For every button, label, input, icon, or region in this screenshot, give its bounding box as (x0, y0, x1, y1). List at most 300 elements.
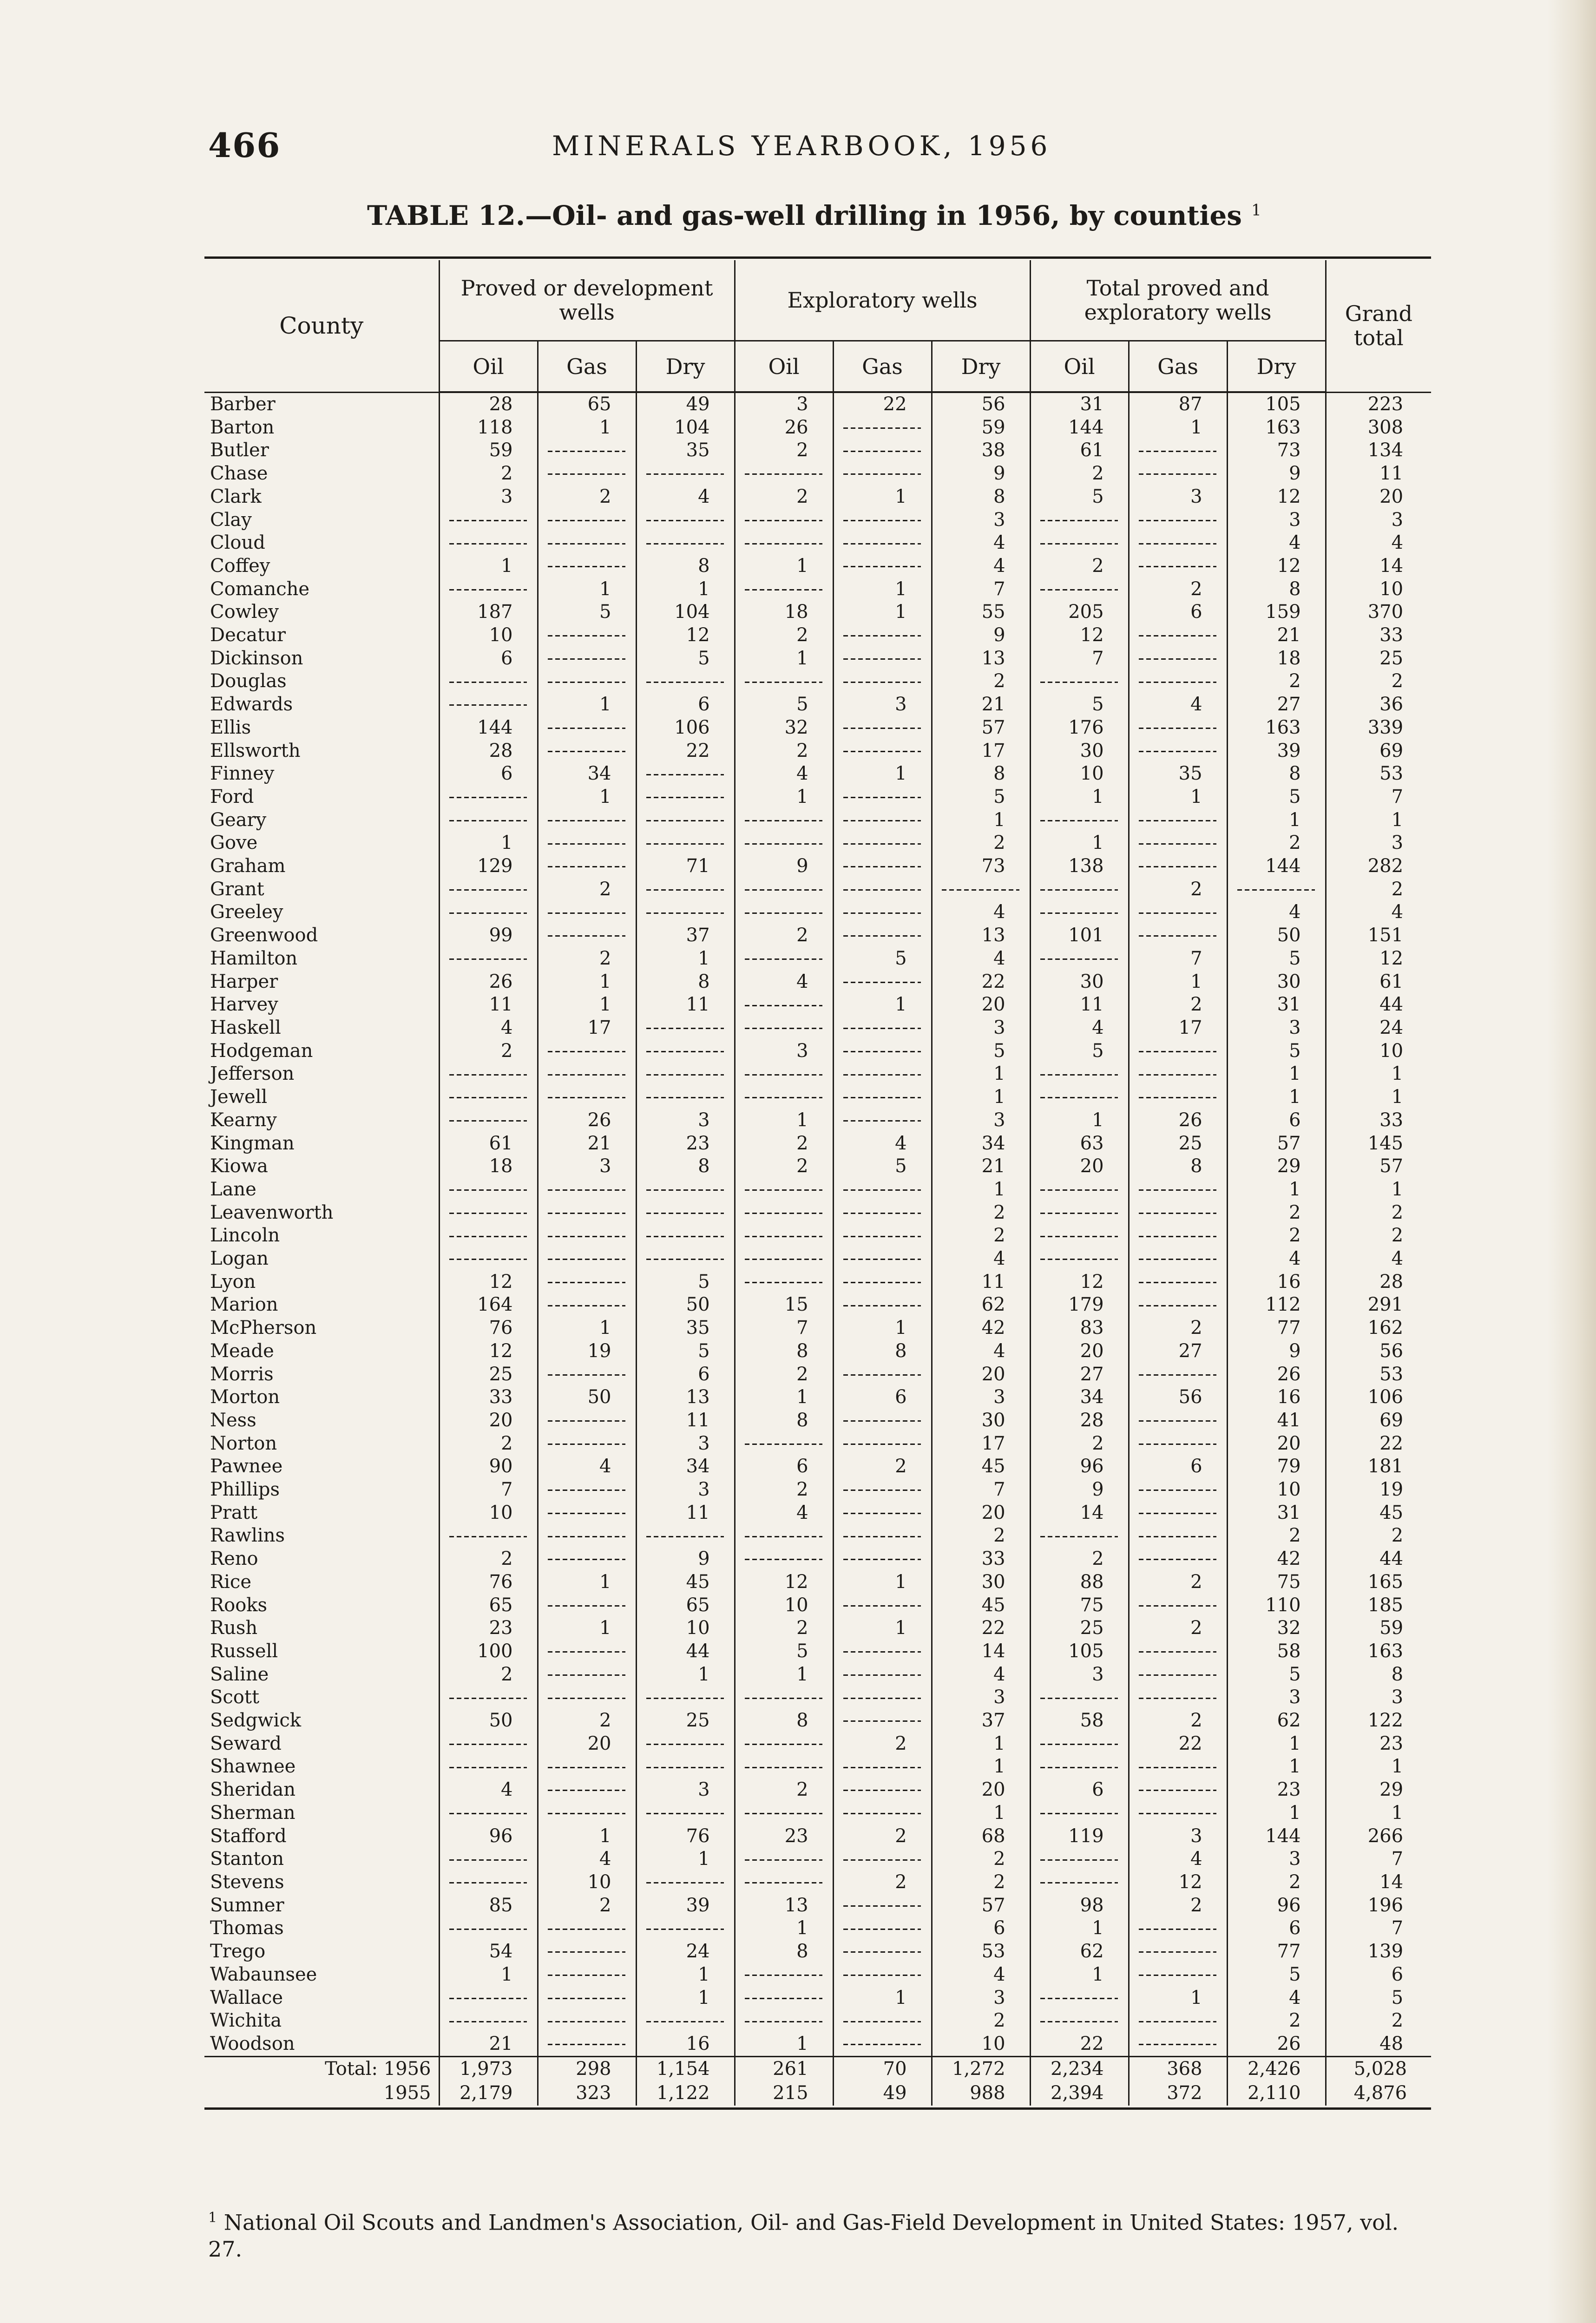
value-cell: 2 (439, 1432, 538, 1456)
county-name: Lane (210, 1178, 256, 1200)
value-cell: 4 (636, 486, 735, 509)
value-cell: 5 (636, 647, 735, 670)
table-row (204, 670, 1431, 693)
value-cell: 5 (932, 786, 1030, 809)
value-cell: 138 (1030, 855, 1129, 878)
value-cell: 26 (735, 416, 833, 440)
value-cell: 30 (1030, 971, 1129, 994)
table-row (204, 1432, 1431, 1456)
grand-total-cell: 1 (1326, 1086, 1431, 1109)
total-value: 261 (735, 2056, 833, 2081)
county-cell (204, 1524, 439, 1548)
county-name: Kiowa (210, 1155, 268, 1177)
grand-total-cell: 3 (1326, 1686, 1431, 1709)
county-name: Jewell (210, 1086, 268, 1108)
grand-total-cell: 3 (1326, 509, 1431, 532)
value-cell: 4 (1227, 1247, 1326, 1271)
value-cell: 5 (636, 1271, 735, 1294)
table-row (204, 1201, 1431, 1225)
grand-total-cell: 145 (1326, 1132, 1431, 1155)
value-cell (833, 1940, 932, 1963)
value-cell (833, 971, 932, 994)
value-cell: 90 (439, 1455, 538, 1478)
value-cell: 2 (735, 1478, 833, 1502)
grand-total-cell: 53 (1326, 1363, 1431, 1386)
table-row (204, 1732, 1431, 1756)
value-cell (1129, 509, 1227, 532)
value-cell: 55 (932, 601, 1030, 624)
value-cell: 5 (1227, 1040, 1326, 1063)
value-cell (1030, 947, 1129, 971)
value-cell: 163 (1227, 716, 1326, 740)
value-cell: 20 (932, 1502, 1030, 1525)
grand-total-cell: 4 (1326, 532, 1431, 555)
value-cell: 5 (735, 1640, 833, 1663)
value-cell (439, 509, 538, 532)
grand-total-cell: 22 (1326, 1432, 1431, 1456)
value-cell: 5 (1227, 1663, 1326, 1686)
value-cell: 96 (1227, 1894, 1326, 1917)
value-cell (1129, 1247, 1227, 1271)
county-cell (204, 1894, 439, 1917)
value-cell: 5 (1030, 1040, 1129, 1063)
value-cell (833, 1432, 932, 1456)
value-cell (1129, 1224, 1227, 1247)
value-cell (538, 1293, 636, 1317)
value-cell (439, 809, 538, 832)
value-cell: 14 (932, 1640, 1030, 1663)
total-value: 1,272 (932, 2056, 1030, 2081)
total-value: 49 (833, 2081, 932, 2106)
county-cell (204, 1686, 439, 1709)
value-cell: 22 (1129, 1732, 1227, 1756)
value-cell: 2 (1129, 993, 1227, 1017)
value-cell: 1 (538, 1617, 636, 1640)
table-row (204, 1247, 1431, 1271)
county-name: Pawnee (210, 1456, 283, 1477)
county-cell (204, 971, 439, 994)
county-cell (204, 2009, 439, 2033)
grand-total-cell: 44 (1326, 1548, 1431, 1571)
value-cell: 1 (735, 1109, 833, 1132)
grand-total-cell: 339 (1326, 716, 1431, 740)
county-cell (204, 462, 439, 486)
table-row (204, 1778, 1431, 1802)
value-cell (1129, 832, 1227, 855)
grand-total-cell: 69 (1326, 1409, 1431, 1432)
total-value: 1,154 (636, 2056, 735, 2081)
grand-total-cell: 14 (1326, 555, 1431, 578)
value-cell (735, 1271, 833, 1294)
value-cell (636, 670, 735, 693)
value-cell: 9 (636, 1548, 735, 1571)
county-name: Kearny (210, 1109, 277, 1131)
county-name: Geary (210, 809, 267, 831)
grand-total-cell: 61 (1326, 971, 1431, 994)
value-cell: 3 (735, 392, 833, 416)
county-name: Ford (210, 786, 254, 807)
value-cell: 17 (1129, 1017, 1227, 1040)
value-cell: 3 (636, 1778, 735, 1802)
table-row (204, 855, 1431, 878)
value-cell: 5 (833, 1155, 932, 1178)
table-row (204, 486, 1431, 509)
county-cell (204, 1917, 439, 1940)
value-cell: 4 (439, 1017, 538, 1040)
table-top-rule (204, 256, 1431, 259)
value-cell: 1 (1030, 786, 1129, 809)
value-cell: 65 (439, 1594, 538, 1617)
value-cell (1129, 1478, 1227, 1502)
county-cell (204, 1178, 439, 1201)
value-cell: 73 (1227, 439, 1326, 462)
value-cell (439, 2009, 538, 2033)
table-row (204, 1017, 1431, 1040)
table-row (204, 532, 1431, 555)
county-cell (204, 1432, 439, 1456)
value-cell (636, 1917, 735, 1940)
value-cell (538, 1755, 636, 1778)
value-cell: 42 (1227, 1548, 1326, 1571)
table-row (204, 1825, 1431, 1848)
value-cell: 1 (1227, 1802, 1326, 1825)
value-cell: 21 (932, 693, 1030, 716)
value-cell (439, 1871, 538, 1894)
table-row (204, 716, 1431, 740)
value-cell (538, 1987, 636, 2010)
value-cell: 112 (1227, 1293, 1326, 1317)
value-cell: 4 (538, 1455, 636, 1478)
value-cell: 2 (1227, 1524, 1326, 1548)
table-row (204, 1132, 1431, 1155)
value-cell: 9 (1227, 462, 1326, 486)
value-cell: 5 (735, 693, 833, 716)
value-cell: 26 (1227, 2033, 1326, 2056)
grand-total-cell: 11 (1326, 462, 1431, 486)
value-cell: 9 (1030, 1478, 1129, 1502)
table-row (204, 1478, 1431, 1502)
value-cell: 1 (833, 486, 932, 509)
value-cell: 1 (1129, 416, 1227, 440)
value-cell: 110 (1227, 1594, 1326, 1617)
value-cell: 8 (735, 1940, 833, 1963)
value-cell: 3 (932, 1386, 1030, 1409)
footnote-text: National Oil Scouts and Landmen's Association, Oil- and Gas-Field Development in United States: 1957, vol. 27. (208, 2210, 1399, 2262)
value-cell: 25 (439, 1363, 538, 1386)
value-cell: 2 (1129, 1571, 1227, 1594)
value-cell (1129, 1086, 1227, 1109)
value-cell (1030, 532, 1129, 555)
county-name: Clay (210, 509, 252, 531)
grand-total-cell: 196 (1326, 1894, 1431, 1917)
value-cell: 28 (1030, 1409, 1129, 1432)
value-cell: 10 (1227, 1478, 1326, 1502)
county-name: Coffey (210, 555, 270, 577)
table-title-footnote-mark: 1 (1251, 201, 1261, 220)
value-cell (636, 2009, 735, 2033)
value-cell: 144 (1030, 416, 1129, 440)
value-cell: 23 (636, 1132, 735, 1155)
county-name: Shawnee (210, 1756, 296, 1778)
value-cell: 13 (932, 924, 1030, 947)
grand-total-cell: 162 (1326, 1317, 1431, 1340)
value-cell (439, 1987, 538, 2010)
value-cell: 1 (538, 786, 636, 809)
value-cell: 4 (932, 555, 1030, 578)
value-cell: 4 (932, 1963, 1030, 1987)
value-cell (833, 1848, 932, 1871)
value-cell (538, 1663, 636, 1686)
value-cell (1129, 462, 1227, 486)
value-cell: 61 (1030, 439, 1129, 462)
value-cell (1129, 1663, 1227, 1686)
table-row (204, 1386, 1431, 1409)
value-cell (538, 670, 636, 693)
value-cell: 31 (1030, 392, 1129, 416)
value-cell: 13 (932, 647, 1030, 670)
grand-total-cell: 139 (1326, 1940, 1431, 1963)
value-cell: 21 (538, 1132, 636, 1155)
value-cell: 75 (1227, 1571, 1326, 1594)
value-cell (1030, 1201, 1129, 1225)
table-title (367, 200, 1436, 231)
group-header-total: Total proved and exploratory wells (1030, 260, 1326, 341)
value-cell: 6 (735, 1455, 833, 1478)
table-row (204, 1871, 1431, 1894)
value-cell: 1 (1227, 1732, 1326, 1756)
table-row (204, 1917, 1431, 1940)
county-cell (204, 578, 439, 601)
value-cell: 5 (1227, 786, 1326, 809)
total-value: 2,234 (1030, 2056, 1129, 2081)
value-cell: 6 (439, 762, 538, 786)
value-cell: 62 (932, 1293, 1030, 1317)
value-cell (1129, 1178, 1227, 1201)
value-cell: 68 (932, 1825, 1030, 1848)
grand-total-cell: 1 (1326, 1178, 1431, 1201)
grand-total-cell: 56 (1326, 1340, 1431, 1363)
value-cell (538, 2009, 636, 2033)
value-cell: 23 (1227, 1778, 1326, 1802)
value-cell: 3 (1129, 1825, 1227, 1848)
value-cell: 26 (1227, 1363, 1326, 1386)
value-cell: 3 (932, 1109, 1030, 1132)
value-cell: 2 (1129, 1617, 1227, 1640)
value-cell (735, 947, 833, 971)
value-cell (1030, 1063, 1129, 1086)
value-cell (538, 1040, 636, 1063)
grand-total-cell: 36 (1326, 693, 1431, 716)
table-row (204, 740, 1431, 763)
value-cell: 1 (932, 809, 1030, 832)
value-cell: 15 (735, 1293, 833, 1317)
group-header-proved: Proved or development wells (439, 260, 735, 341)
grand-total-cell: 1 (1326, 809, 1431, 832)
value-cell: 25 (1030, 1617, 1129, 1640)
value-cell (1129, 901, 1227, 924)
table-row (204, 1086, 1431, 1109)
value-cell (833, 1178, 932, 1201)
grand-total-cell: 29 (1326, 1778, 1431, 1802)
county-name: Stanton (210, 1848, 284, 1870)
county-cell (204, 1940, 439, 1963)
total-label: Total: 1956 (204, 2056, 439, 2081)
grand-total-cell: 7 (1326, 1848, 1431, 1871)
value-cell: 1 (1030, 1963, 1129, 1987)
value-cell: 20 (932, 1363, 1030, 1386)
value-cell: 56 (1129, 1386, 1227, 1409)
county-cell (204, 1871, 439, 1894)
value-cell (538, 1778, 636, 1802)
value-cell: 6 (636, 1363, 735, 1386)
value-cell (735, 1848, 833, 1871)
county-cell (204, 901, 439, 924)
value-cell (538, 2033, 636, 2056)
table-row (204, 1802, 1431, 1825)
value-cell: 6 (439, 647, 538, 670)
value-cell (833, 670, 932, 693)
value-cell: 129 (439, 855, 538, 878)
value-cell (833, 1063, 932, 1086)
value-cell: 2 (1227, 2009, 1326, 2033)
subheader-total-oil: Oil (1030, 341, 1129, 393)
county-cell (204, 947, 439, 971)
value-cell (636, 1178, 735, 1201)
value-cell (833, 740, 932, 763)
value-cell: 31 (1227, 1502, 1326, 1525)
value-cell: 12 (735, 1571, 833, 1594)
value-cell (833, 809, 932, 832)
grand-total-cell: 370 (1326, 601, 1431, 624)
county-cell (204, 693, 439, 716)
value-cell: 2 (439, 1663, 538, 1686)
county-cell (204, 1040, 439, 1063)
county-name: Morton (210, 1386, 280, 1408)
grand-total-cell: 291 (1326, 1293, 1431, 1317)
value-cell: 39 (1227, 740, 1326, 763)
value-cell: 2 (1227, 832, 1326, 855)
value-cell (833, 1894, 932, 1917)
value-cell (538, 855, 636, 878)
value-cell: 1 (932, 1732, 1030, 1756)
table-row (204, 1340, 1431, 1363)
value-cell (538, 1917, 636, 1940)
value-cell: 76 (439, 1317, 538, 1340)
county-cell (204, 439, 439, 462)
county-cell (204, 1409, 439, 1432)
value-cell: 28 (439, 740, 538, 763)
county-cell (204, 1063, 439, 1086)
table-row (204, 462, 1431, 486)
value-cell (1030, 1987, 1129, 2010)
value-cell (439, 1086, 538, 1109)
table-row (204, 924, 1431, 947)
grand-total-cell: 151 (1326, 924, 1431, 947)
table-row (204, 762, 1431, 786)
table-totals (204, 2056, 1431, 2106)
value-cell: 1 (439, 1963, 538, 1987)
value-cell: 2 (538, 878, 636, 901)
subheader-proved-dry: Dry (636, 341, 735, 393)
grand-total-cell: 33 (1326, 1109, 1431, 1132)
value-cell (439, 786, 538, 809)
value-cell: 2 (1227, 1201, 1326, 1225)
value-cell (1129, 1940, 1227, 1963)
value-cell (538, 1478, 636, 1502)
county-cell (204, 1548, 439, 1571)
value-cell (1030, 1686, 1129, 1709)
value-cell (439, 578, 538, 601)
value-cell (833, 1663, 932, 1686)
value-cell: 61 (439, 1132, 538, 1155)
value-cell (1030, 901, 1129, 924)
table-row (204, 1293, 1431, 1317)
value-cell: 2 (932, 1524, 1030, 1548)
value-cell (1129, 809, 1227, 832)
value-cell: 2 (538, 1709, 636, 1732)
county-cell (204, 1386, 439, 1409)
value-cell (1030, 1871, 1129, 1894)
value-cell (1129, 1502, 1227, 1525)
table-row (204, 601, 1431, 624)
value-cell (735, 1755, 833, 1778)
county-cell (204, 1617, 439, 1640)
value-cell: 23 (735, 1825, 833, 1848)
grand-total-cell: 25 (1326, 647, 1431, 670)
value-cell: 4 (1227, 901, 1326, 924)
county-name: Morris (210, 1363, 274, 1385)
value-cell (538, 1940, 636, 1963)
value-cell: 8 (735, 1709, 833, 1732)
value-cell: 104 (636, 416, 735, 440)
value-cell (1129, 2009, 1227, 2033)
value-cell: 100 (439, 1640, 538, 1663)
value-cell (538, 716, 636, 740)
value-cell: 144 (439, 716, 538, 740)
value-cell (538, 1247, 636, 1271)
total-value: 372 (1129, 2081, 1227, 2106)
grand-total-cell: 266 (1326, 1825, 1431, 1848)
county-name: Greenwood (210, 925, 318, 946)
grand-total-cell: 2 (1326, 1524, 1431, 1548)
value-cell: 5 (833, 947, 932, 971)
county-cell (204, 1502, 439, 1525)
subheader-exploratory-oil: Oil (735, 341, 833, 393)
grand-total-cell: 4 (1326, 1247, 1431, 1271)
table-row (204, 647, 1431, 670)
value-cell (833, 901, 932, 924)
county-cell (204, 532, 439, 555)
value-cell: 6 (636, 693, 735, 716)
table-row (204, 1155, 1431, 1178)
value-cell: 1 (538, 693, 636, 716)
value-cell: 2 (439, 1548, 538, 1571)
table-row (204, 624, 1431, 647)
value-cell: 1 (932, 1802, 1030, 1825)
value-cell: 57 (932, 716, 1030, 740)
value-cell: 4 (1030, 1017, 1129, 1040)
value-cell (1030, 1755, 1129, 1778)
value-cell (538, 462, 636, 486)
value-cell: 8 (636, 1155, 735, 1178)
value-cell: 76 (439, 1571, 538, 1594)
value-cell: 2 (932, 832, 1030, 855)
value-cell (833, 2009, 932, 2033)
value-cell: 1 (735, 555, 833, 578)
value-cell (833, 1409, 932, 1432)
value-cell (439, 1109, 538, 1132)
value-cell (1129, 532, 1227, 555)
